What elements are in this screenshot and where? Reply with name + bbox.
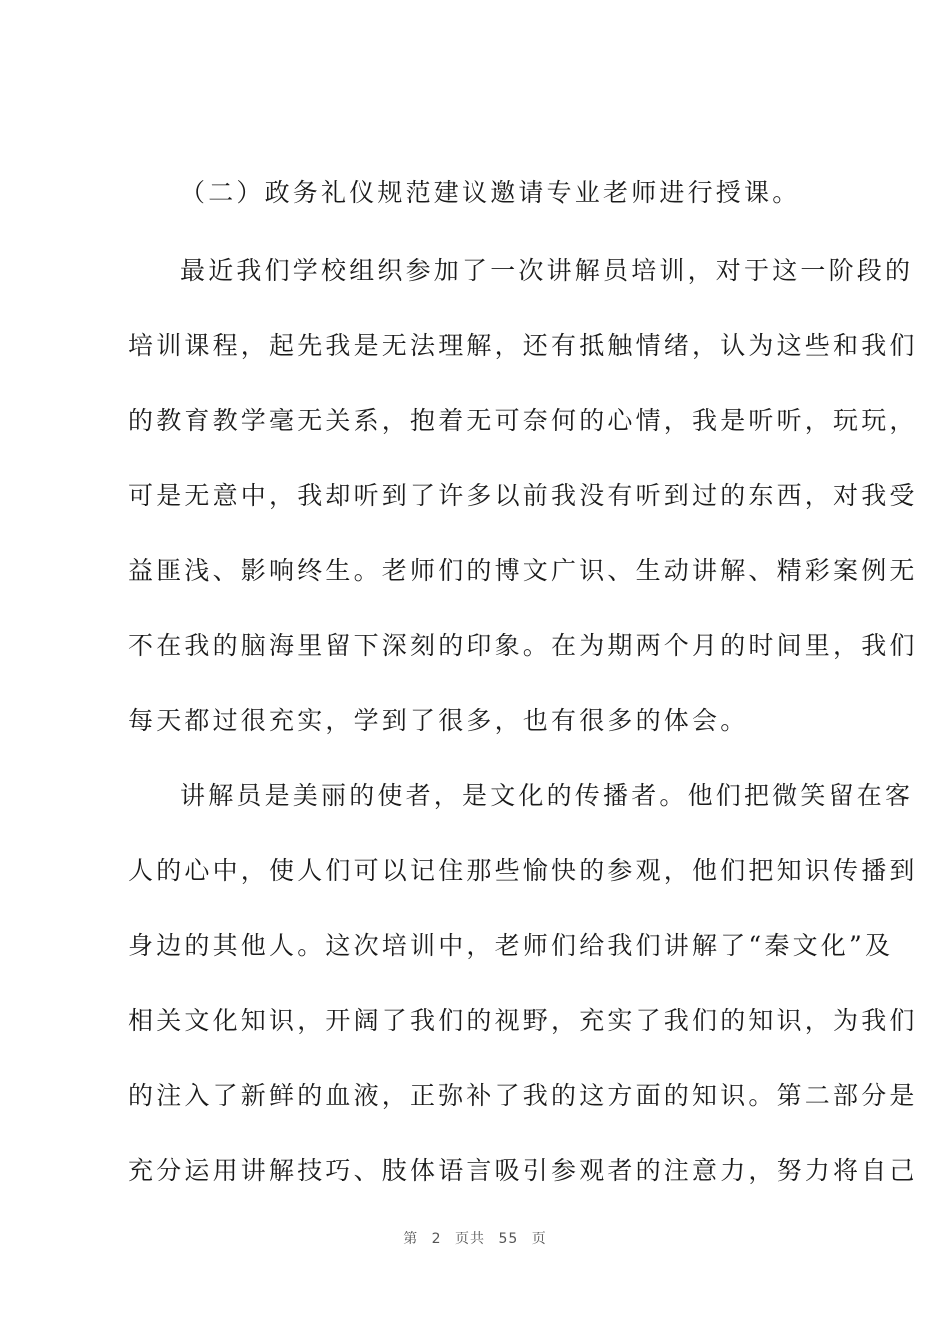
paragraph-line: 不在我的脑海里留下深刻的印象。在为期两个月的时间里，我们 <box>128 631 918 660</box>
paragraph-line: 每天都过很充实，学到了很多，也有很多的体会。 <box>128 706 749 735</box>
paragraph-line: 最近我们学校组织参加了一次讲解员培训，对于这一阶段的 <box>180 256 914 285</box>
paragraph-line: 充分运用讲解技巧、肢体语言吸引参观者的注意力，努力将自己 <box>128 1156 918 1185</box>
paragraph-line: 可是无意中，我却听到了许多以前我没有听到过的东西，对我受 <box>128 481 918 510</box>
paragraph-line: 益匪浅、影响终生。老师们的博文广识、生动讲解、精彩案例无 <box>128 556 918 585</box>
paragraph-line: 讲解员是美丽的使者，是文化的传播者。他们把微笑留在客 <box>180 781 914 810</box>
paragraph-line: 的教育教学毫无关系，抱着无可奈何的心情，我是听听，玩玩， <box>128 406 918 435</box>
paragraph-line: 人的心中，使人们可以记住那些愉快的参观，他们把知识传播到 <box>128 856 918 885</box>
paragraph-line: 的注入了新鲜的血液，正弥补了我的这方面的知识。第二部分是 <box>128 1081 918 1110</box>
paragraph-line: 相关文化知识，开阔了我们的视野，充实了我们的知识，为我们 <box>128 1006 918 1035</box>
paragraph-line: 身边的其他人。这次培训中，老师们给我们讲解了“秦文化”及 <box>128 931 894 960</box>
page-number-footer: 第 2 页共 55 页 <box>403 1231 547 1247</box>
paragraph-line: 培训课程，起先我是无法理解，还有抵触情绪，认为这些和我们 <box>128 331 918 360</box>
section-heading: （二）政务礼仪规范建议邀请专业老师进行授课。 <box>180 178 801 207</box>
